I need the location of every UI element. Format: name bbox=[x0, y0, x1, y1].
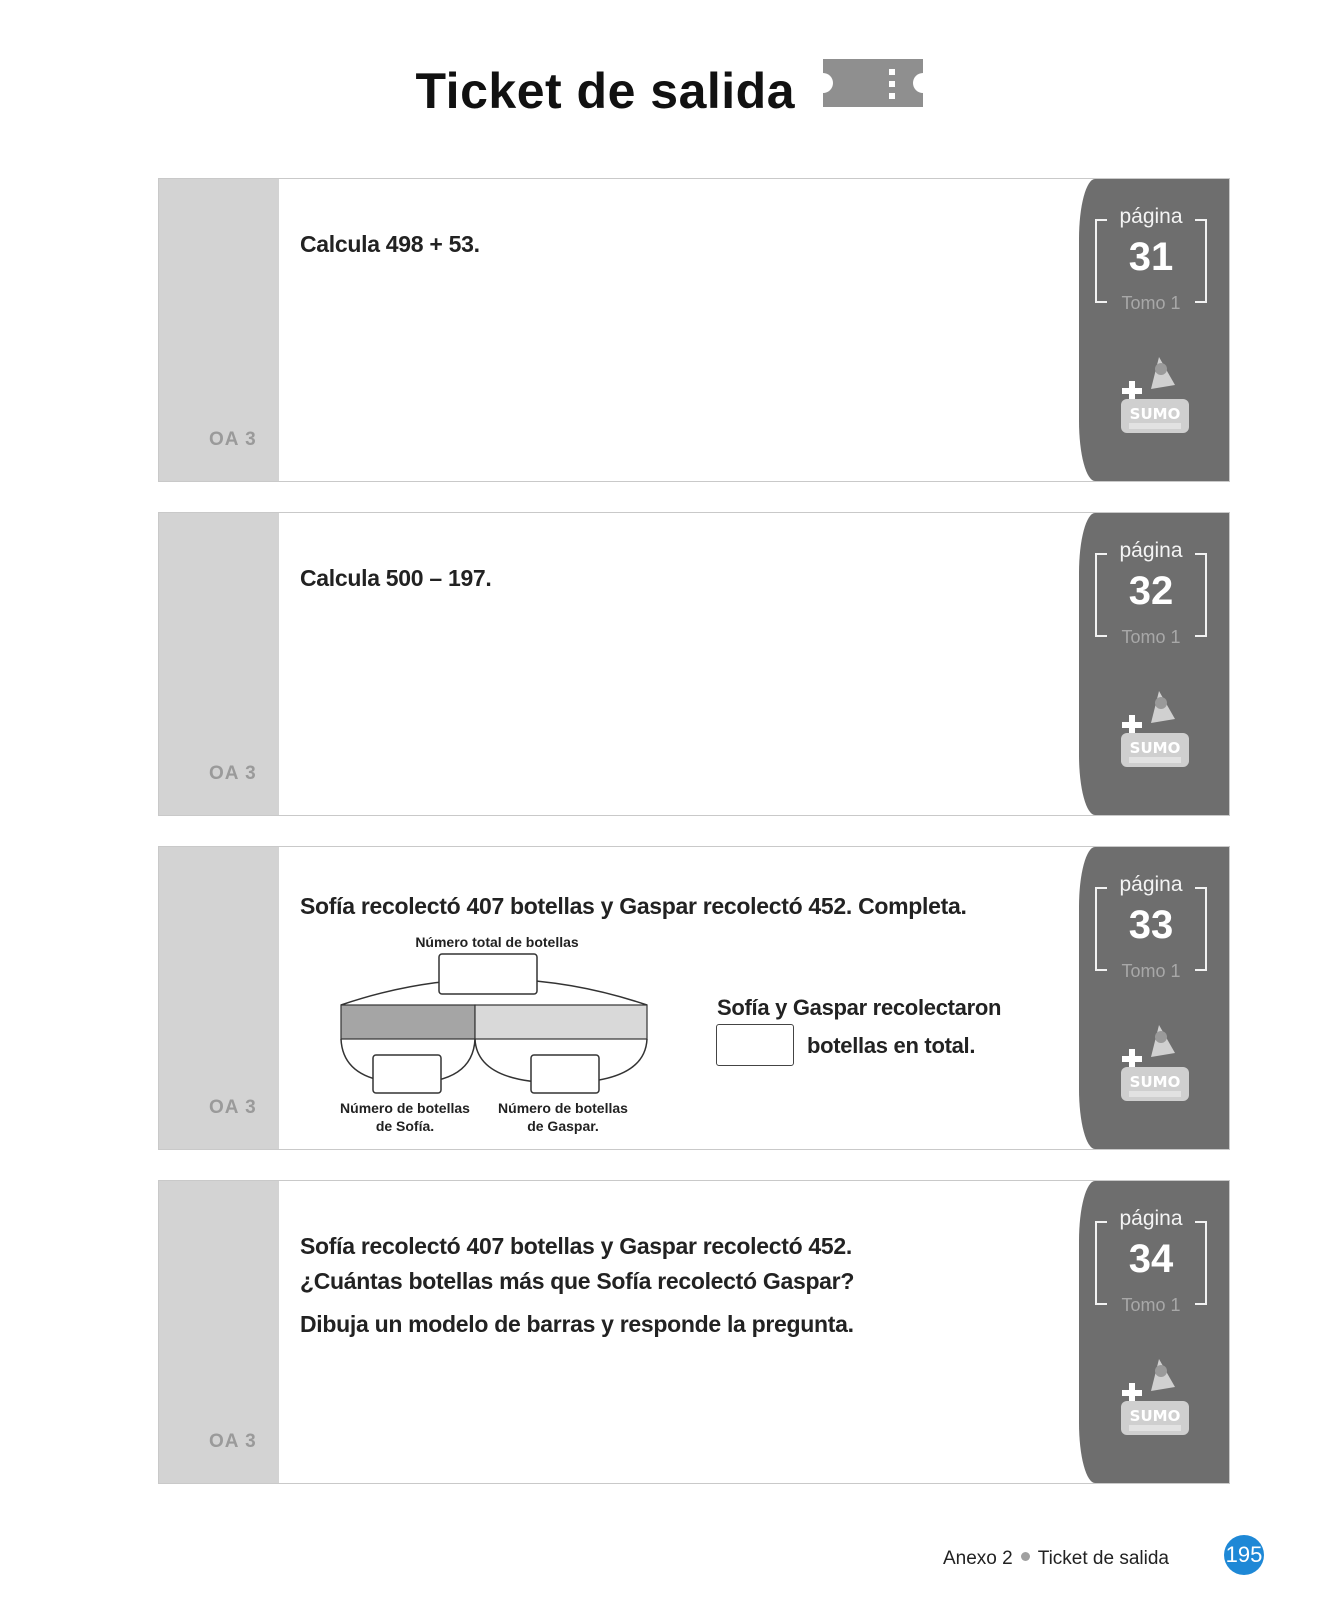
sumo-logo-icon bbox=[1115, 1357, 1195, 1452]
question-text: Sofía recolectó 407 botellas y Gaspar recolectó 452. Completa. bbox=[300, 893, 967, 919]
page-reference-panel bbox=[1079, 1181, 1229, 1483]
logo-text: SUMO bbox=[1129, 1407, 1181, 1425]
page-reference-panel bbox=[1079, 847, 1229, 1149]
total-answer-box bbox=[439, 954, 537, 994]
logo-text: SUMO bbox=[1129, 739, 1181, 757]
answer-input-box[interactable] bbox=[716, 1024, 794, 1066]
oa-label: OA 3 bbox=[209, 763, 257, 784]
ticket-stub bbox=[159, 1181, 279, 1483]
gaspar-label-2: de Gaspar. bbox=[527, 1118, 599, 1134]
tomo-label: Tomo 1 bbox=[1117, 627, 1184, 647]
ticket-card-1 bbox=[158, 178, 1230, 482]
page-label: página bbox=[1115, 1207, 1186, 1230]
oa-label: OA 3 bbox=[209, 1097, 257, 1118]
footer-breadcrumb bbox=[943, 1548, 1169, 1570]
page-reference-box bbox=[1095, 205, 1207, 313]
sumo-logo-icon bbox=[1115, 1023, 1195, 1118]
gaspar-bar bbox=[475, 1005, 647, 1039]
title-text: Ticket de salida bbox=[415, 62, 796, 119]
question-line-2: ¿Cuántas botellas más que Sofía recolectó Gaspar? bbox=[300, 1268, 855, 1294]
page-reference-box bbox=[1095, 539, 1207, 647]
tomo-label: Tomo 1 bbox=[1117, 961, 1184, 981]
page-reference-number: 33 bbox=[1128, 903, 1174, 947]
tomo-label: Tomo 1 bbox=[1117, 1295, 1184, 1315]
page-reference-number: 31 bbox=[1128, 235, 1174, 279]
ticket-card-2 bbox=[158, 512, 1230, 816]
ticket-icon bbox=[823, 59, 923, 119]
sofia-answer-box bbox=[373, 1055, 441, 1093]
footer-section: Anexo 2 bbox=[942, 1548, 1013, 1569]
sofia-label-1: Número de botellas bbox=[340, 1100, 470, 1116]
oa-label: OA 3 bbox=[209, 1431, 257, 1452]
question-text: Calcula 500 – 197. bbox=[300, 565, 492, 591]
instruction-text: Dibuja un modelo de barras y responde la pregunta. bbox=[300, 1311, 854, 1337]
page-label: página bbox=[1115, 205, 1186, 228]
page-label: página bbox=[1115, 539, 1186, 562]
bullet-dot-icon bbox=[1021, 1552, 1030, 1561]
sofia-bar bbox=[341, 1005, 475, 1039]
question-block bbox=[300, 1233, 854, 1346]
ticket-stub bbox=[159, 847, 279, 1149]
gaspar-answer-box bbox=[531, 1055, 599, 1093]
sumo-logo-icon bbox=[1115, 355, 1195, 450]
ticket-card-3 bbox=[158, 846, 1230, 1150]
gaspar-label-1: Número de botellas bbox=[498, 1100, 628, 1116]
question-line-1: Sofía recolectó 407 botellas y Gaspar recolectó 452. bbox=[300, 1233, 852, 1259]
page-number-badge: 195 bbox=[1224, 1535, 1264, 1575]
sumo-logo-icon bbox=[1115, 689, 1195, 784]
page-reference-number: 32 bbox=[1128, 569, 1174, 613]
answer-line-1: Sofía y Gaspar recolectaron bbox=[717, 995, 1002, 1020]
logo-text: SUMO bbox=[1129, 405, 1181, 423]
page-reference-number: 34 bbox=[1128, 1237, 1174, 1281]
ticket-card-4 bbox=[158, 1180, 1230, 1484]
answer-line-2: botellas en total. bbox=[807, 1033, 976, 1058]
ticket-stub bbox=[159, 179, 279, 481]
bar-model-diagram bbox=[329, 933, 689, 1143]
logo-text: SUMO bbox=[1129, 1073, 1181, 1091]
page-title bbox=[0, 58, 1339, 121]
page-reference-panel bbox=[1079, 513, 1229, 815]
page-reference-panel bbox=[1079, 179, 1229, 481]
page-reference-box bbox=[1095, 873, 1207, 981]
page-label: página bbox=[1115, 873, 1186, 896]
sofia-label-2: de Sofía. bbox=[375, 1118, 435, 1134]
ticket-stub bbox=[159, 513, 279, 815]
page-reference-box bbox=[1095, 1207, 1207, 1315]
diagram-total-label: Número total de botellas bbox=[415, 934, 579, 950]
oa-label: OA 3 bbox=[209, 429, 257, 450]
footer-subsection: Ticket de salida bbox=[1037, 1548, 1169, 1569]
question-text: Calcula 498 + 53. bbox=[300, 231, 480, 257]
tomo-label: Tomo 1 bbox=[1117, 293, 1184, 313]
